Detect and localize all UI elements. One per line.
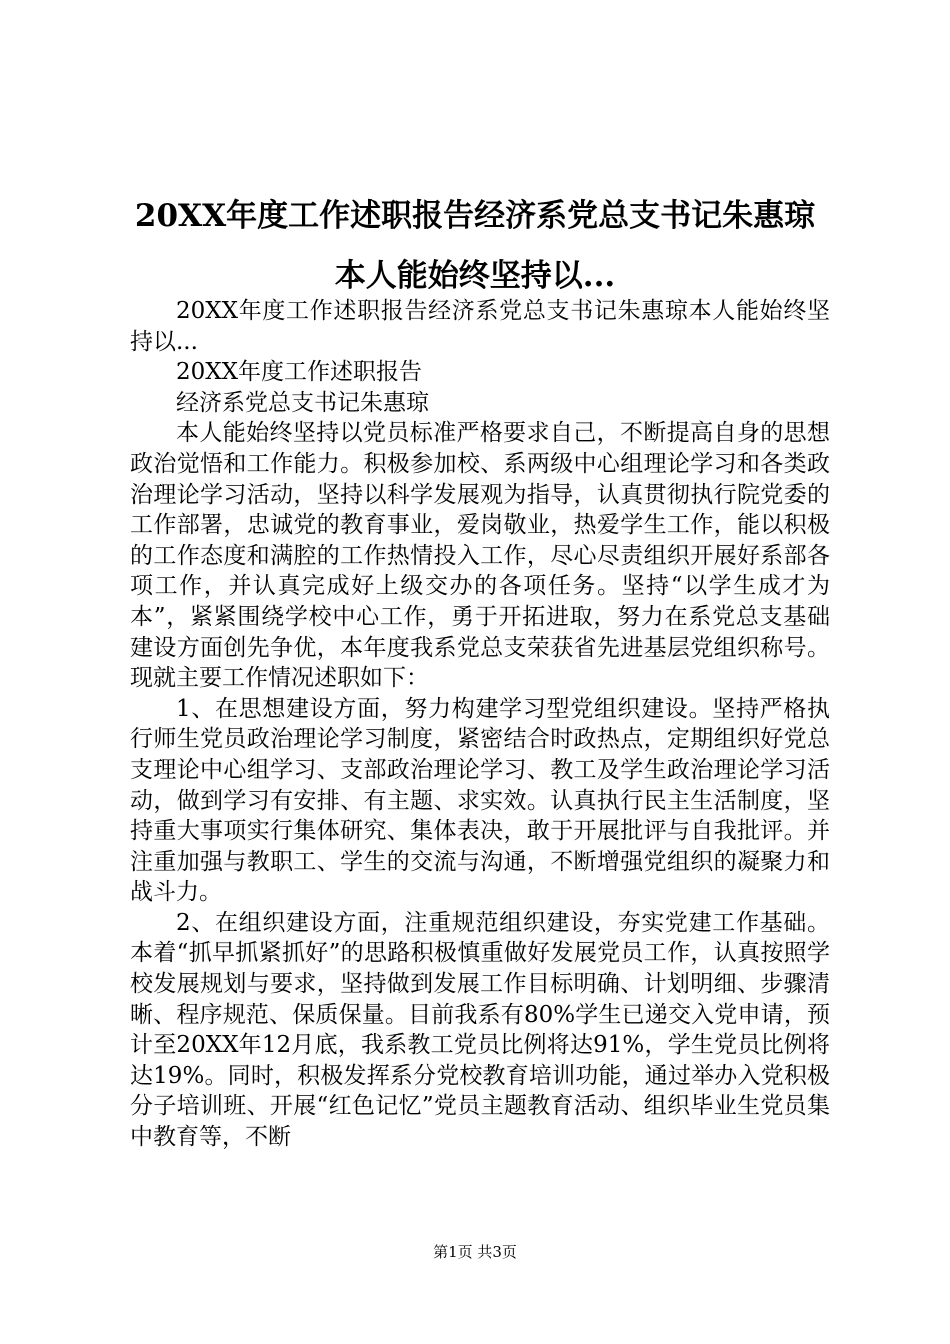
page-footer: 第1页 共3页 <box>433 1243 517 1261</box>
paragraph-report-title: 20XX年度工作述职报告 <box>176 359 423 386</box>
paragraph-section-1: 1、在思想建设方面，努力构建学习型党组织建设。坚持严格执行师生党员政治理论学习制度，紧密结合时政热点，定期组织好党总支理论中心组学习、支部政治理论学习、教工及学生政治理论学习活动，做到学习有安排、有主题、求实效。认真执行民主生活制度，坚持重大事项实行集体研究、集体表决，敢于开展批评与自我批评。并注重加强与教职工、学生的交流与沟通，不断增强党组织的凝聚力和战斗力。 <box>130 695 830 906</box>
paragraph-intro: 20XX年度工作述职报告经济系党总支书记朱惠琼本人能始终坚持以... <box>130 298 830 355</box>
paragraph-section-2: 2、在组织建设方面，注重规范组织建设，夯实党建工作基础。本着“抓早抓紧抓好”的思路积极慎重做好发展党员工作，认真按照学校发展规划与要求，坚持做到发展工作目标明确、计划明细、步骤清晰、程序规范、保质保量。目前我系有80%学生已递交入党申请，预计至20XX年12月底，我系教工党员比例将达91%，学生党员比例将达19%。同时，积极发挥系分党校教育培训功能，通过举办入党积极分子培训班、开展“红色记忆”党员主题教育活动、组织毕业生党员集中教育等，不断 <box>130 909 830 1151</box>
paragraph-author: 经济系党总支书记朱惠琼 <box>176 389 429 416</box>
document-title: 20XX年度工作述职报告经济系党总支书记朱惠琼本人能始终坚持以... <box>134 198 816 294</box>
paragraph-summary: 本人能始终坚持以党员标准严格要求自己，不断提高自身的思想政治觉悟和工作能力。积极参加校、系两级中心组理论学习和各类政治理论学习活动，坚持以科学发展观为指导，认真贯彻执行院党委的工作部署，忠诚党的教育事业，爱岗敬业，热爱学生工作，能以积极的工作态度和满腔的工作热情投入工作，尽心尽责组织开展好系部各项工作，并认真完成好上级交办的各项任务。坚持“以学生成才为本”，紧紧围绕学校中心工作，勇于开拓进取，努力在系党总支基础建设方面创先争优，本年度我系党总支荣获省先进基层党组织称号。现就主要工作情况述职如下： <box>130 420 830 692</box>
document-body <box>130 296 830 1153</box>
